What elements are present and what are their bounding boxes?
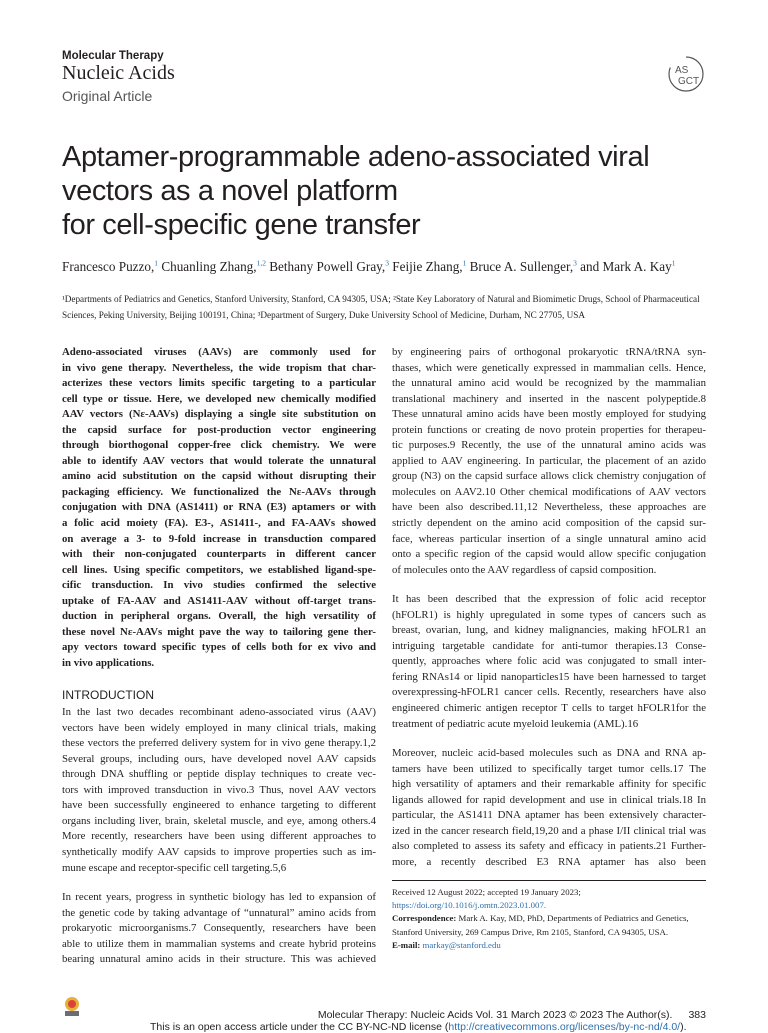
paragraph <box>62 705 376 876</box>
text-line: in vivo gene therapy. Nevertheless, the wide tropism that char- <box>62 361 376 374</box>
abstract <box>62 345 376 671</box>
affiliation-line: Sciences, Peking University, Beijing 100191, China; ³Department of Surgery, Duke University School of Medicine, Durham, NC 27705, USA <box>62 309 585 320</box>
text-line: breast, ovarian, lung, and kidney malignancies, making hFOLR1 an <box>392 624 706 637</box>
author: and Mark A. Kay$^1$ <box>580 258 676 274</box>
text-line: translational machinery and inserted in the nascent polypeptide.8 <box>392 392 706 405</box>
author-list <box>62 259 712 275</box>
text-line: prokaryotic microorganisms.7 Consequently, researchers have been <box>62 922 376 935</box>
journal-name: Nucleic Acids <box>62 62 175 84</box>
text-line: particular, the AS1411 DNA aptamer has been extensively character- <box>392 809 706 822</box>
affiliations <box>62 292 712 323</box>
text-line: with their non-conjugated counterparts in different cancer <box>62 548 376 561</box>
right-column <box>392 345 706 871</box>
text-line: onto a specific region of the capsid would allow specific conjugation <box>392 548 706 561</box>
text-line: the unnatural amino acid would be recognized by the mammalian <box>392 377 706 390</box>
text-line: bearing unnatural amino acids in their structure. This was achieved <box>62 953 376 966</box>
paragraph <box>62 890 376 968</box>
text-line: apy vectors toward specific types of cells both for ex vivo and <box>62 641 376 654</box>
text-line: able to utilize them in mammalian systems and create hybrid proteins <box>62 937 376 950</box>
text-line: organs including liver, brain, skeletal muscle, and eye, among others.4 <box>62 814 376 827</box>
author: Francesco Puzzo,$^1$ <box>62 258 159 274</box>
author: Bruce A. Sullenger,$^3$ <box>469 258 577 274</box>
author: Feijie Zhang,$^1$ <box>392 258 467 274</box>
license-link[interactable]: http://creativecommons.org/licenses/by-nc-nd/4.0/ <box>448 1021 681 1033</box>
text-line: by engineering pairs of orthogonal prokaryotic tRNA/tRNA syn- <box>392 346 706 358</box>
section-heading-introduction: INTRODUCTION <box>62 688 154 703</box>
text-line: applied to AAV engineering. In particular, the placement of an azido <box>392 454 706 467</box>
paragraph <box>392 345 706 578</box>
text-line: packaging efficiency. We functionalized the Nε-AAVs through <box>62 485 376 498</box>
email-link[interactable]: markay@stanford.edu <box>422 939 501 950</box>
text-line: Moreover, nucleic acid-based molecules such as DNA and RNA ap- <box>392 747 706 760</box>
text-line: tamers have been utilized to specifically target tumor cells.17 The <box>392 762 706 775</box>
text-line: through DNA shuffling or peptide display techniques to create vec- <box>62 768 376 781</box>
text-line: conjugation with DNA (AS1411) or RNA (E3) aptamers or with <box>62 501 376 514</box>
text-line: the genetic code by taking advantage of “unnatural” amino acids from <box>62 906 376 919</box>
article-type: Original Article <box>62 88 153 104</box>
text-line: These unnatural amino acids have been mostly employed for studying <box>392 408 706 421</box>
text-line: tors with improved transduction in vivo.3 Thus, novel AAV vectors <box>62 783 376 796</box>
text-line: overexpressing-hFOLR1 cancer cells. Recently, researchers have also <box>392 686 706 699</box>
svg-text:AS: AS <box>675 65 689 76</box>
left-column <box>62 345 376 968</box>
text-line: ized in the cancer research field,19,20 and a phase I/II clinical trial was <box>392 824 706 837</box>
received-dates: Received 12 August 2022; accepted 19 January 2023; <box>392 887 581 897</box>
author: Bethany Powell Gray,$^3$ <box>269 258 389 274</box>
journal-top-label: Molecular Therapy <box>62 50 164 62</box>
text-line: intriguing targetable candidate for anti-tumor therapies.13 Conse- <box>392 639 706 652</box>
paragraph <box>392 592 706 732</box>
text-line: strictly dependent on the amino acid composition of the capsid sur- <box>392 517 706 530</box>
text-line: of molecules onto the AAV regardless of capsid composition. <box>392 563 657 576</box>
doi-link[interactable]: https://doi.org/10.1016/j.omtn.2023.01.007. <box>392 900 547 911</box>
text-line: mune escape and receptor-specific cell targeting.5,6 <box>62 861 287 874</box>
text-line: quently, approaches where folic acid was conjugated to small inter- <box>392 655 706 668</box>
author: Chuanling Zhang,$^{1,2}$ <box>161 258 266 274</box>
footnote <box>392 886 706 952</box>
text-line: Adeno-associated viruses (AAVs) are commonly used for <box>62 346 376 358</box>
text-line: fering RNAs14 or lipid nanoparticles15 have been harnessed to target <box>392 670 706 683</box>
affiliation-line: ¹Departments of Pediatrics and Genetics, Stanford University, Stanford, CA 94305, USA; ²State Key Laboratory of Natural and Biomimetic Drugs, School of Pharmaceutical <box>62 294 700 304</box>
text-line: protein functions or creating de novo protein properties for therapeu- <box>392 423 706 436</box>
text-line: able to identify AAV vectors that would tolerate the unnatural <box>62 454 376 467</box>
text-line: In the last two decades recombinant adeno-associated virus (AAV) <box>62 706 376 719</box>
text-line: face, whereas particular insertion of a single unnatural amino acid <box>392 532 706 545</box>
text-line: synthetically modify AAV capsids to improve properties such as im- <box>62 845 376 858</box>
title-line: for cell-specific gene transfer <box>62 209 421 241</box>
crossmark-icon[interactable] <box>62 996 82 1018</box>
text-line: have been also described.11,12 Nevertheless, these approaches are <box>392 501 706 514</box>
text-line: It has been described that the expression of folic acid receptor <box>392 593 706 606</box>
text-line: a folic acid moiety (FA). E3-, AS1411-, and FA-AAVs showed <box>62 517 376 530</box>
text-line: in vivo applications. <box>62 656 155 669</box>
text-line: on average a 3- to 9-fold increase in transduction compared <box>62 532 376 545</box>
text-line: cell lines. Using specific competitors, we established ligand-spe- <box>62 563 376 576</box>
text-line: engineered chimeric antigen receptor T cells to target hFOLR1for the <box>392 702 706 715</box>
paragraph <box>392 746 706 870</box>
text-line: cific transduction. In vivo studies confirmed the selective <box>62 579 376 592</box>
text-line: have been successfully engineered to enhance targeting to different <box>62 799 376 812</box>
text-line: treatment of pediatric acute myeloid leukemia (AML).16 <box>392 717 639 730</box>
text-line: these novel Nε-AAVs might pave the way to tailoring gene ther- <box>62 625 376 638</box>
email-line: E-mail: markay@stanford.edu <box>392 939 501 950</box>
text-line: In recent years, progress in synthetic biology has led to expansion of <box>62 891 376 904</box>
article-title <box>62 140 702 242</box>
text-line: group (N3) on the capsid surface allows click chemistry conjugation of <box>392 470 706 483</box>
correspondence: Correspondence: Mark A. Kay, MD, PhD, Departments of Pediatrics and Genetics, Stanford University, 269 Campus Drive, Rm 2105, Stanford, CA 94305, USA. <box>392 913 689 937</box>
title-line: Aptamer-programmable adeno-associated viral <box>62 141 650 173</box>
text-line: ligands allowed for rapid development and use in clinical trials.18 In <box>392 793 706 806</box>
text-line: acterizes these vectors limits specific targeting to a particular <box>62 377 376 390</box>
page-number: 383 <box>688 1009 706 1021</box>
text-line: molecules on AAV2.10 Other chemical modifications of AAV vectors <box>392 485 706 498</box>
text-line: these vectors the preferred delivery system for in vivo gene therapy.1,2 <box>62 737 376 750</box>
text-line: the capsid surface for post-production vector engineering <box>62 423 376 436</box>
text-line: amino acid substitution on the capsid without disrupting their <box>62 470 376 483</box>
text-line: more, a recently described E3 RNA aptamer has also been <box>392 855 706 868</box>
text-line: (hFOLR1) is highly upregulated in some types of cancers such as <box>392 608 706 621</box>
svg-text:GCT: GCT <box>678 76 700 87</box>
asgct-logo <box>666 54 706 94</box>
text-line: also completed to assess its safety and efficacy in patients.21 Further- <box>392 840 706 853</box>
text-line: high versatility of aptamers and their remarkable affinity for specific <box>392 778 706 791</box>
license-line: This is an open access article under the CC BY-NC-ND license (http://creativecommons.org/licenses/by-nc-nd/4.0/). <box>150 1021 687 1033</box>
footnote-divider <box>392 880 706 881</box>
text-line: AAV vectors (Nε-AAVs) displaying a single site substitution on <box>62 408 376 421</box>
text-line: duction in peripheral organs. Overall, the high versatility of <box>62 610 376 623</box>
text-line: vectors have been widely employed in many clinical trials, making <box>62 721 376 734</box>
text-line: thases, which were genetically expressed in mammalian cells. Hence, <box>392 361 706 374</box>
text-line: Several groups, including ours, have developed novel AAV capsids <box>62 752 376 765</box>
journal-citation: Molecular Therapy: Nucleic Acids Vol. 31 March 2023 © 2023 The Author(s). 383 <box>317 1009 706 1021</box>
text-line: through biorthogonal copper-free click chemistry. We were <box>62 439 376 452</box>
text-line: uptake of FA-AAV and AS1411-AAV without off-target trans- <box>62 594 376 607</box>
text-line: More recently, researchers have been using different approaches to <box>62 830 376 843</box>
text-line: tic purposes.9 Recently, the use of the unnatural amino acids was <box>392 439 706 452</box>
title-line: vectors as a novel platform <box>62 175 398 207</box>
text-line: cell type or tissue. Here, we developed new chemically modified <box>62 392 376 405</box>
